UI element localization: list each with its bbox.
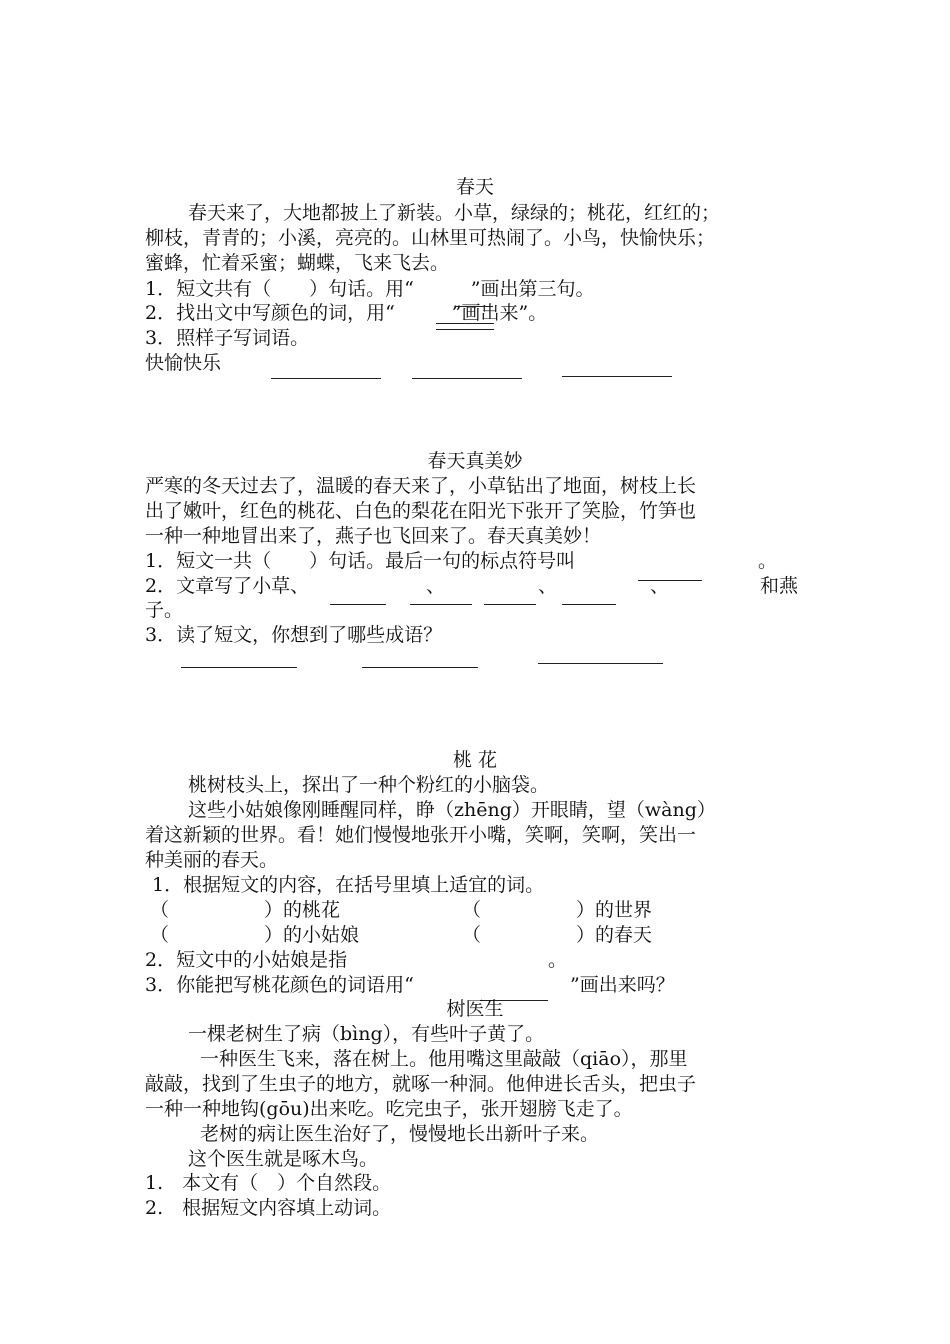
fill-in-item: （ ）的桃花 [150, 899, 341, 921]
section4-paragraph-line: 敲敲，找到了生虫子的地方，就啄一种洞。他伸进长舌头，把虫子 [145, 1073, 697, 1095]
answer-blank[interactable] [410, 604, 472, 605]
fill-in-item: （ ）的世界 [462, 899, 653, 921]
answer-blank[interactable] [330, 604, 386, 605]
section2-paragraph-line: 出了嫩叶，红色的桃花、白色的梨花在阳光下张开了笑脸，竹笋也 [145, 500, 697, 522]
section1-question-1: 1．短文共有（ ）句话。用“ ”画出第三句。 [145, 278, 595, 300]
answer-blank[interactable] [362, 667, 478, 668]
section1-paragraph-line: 春天来了，大地都披上了新装。小草，绿绿的；桃花，红红的； [188, 202, 721, 224]
section4-paragraph-line: 一种一种地钩(gōu)出来吃。吃完虫子，张开翅膀飞走了。 [145, 1098, 633, 1120]
section2-question-1: 1．短文一共（ ）句话。最后一句的标点符号叫 [145, 550, 576, 572]
answer-blank[interactable] [181, 667, 297, 668]
section2-question-2-sep: 、 [650, 575, 670, 597]
section3-question-2: 2．短文中的小姑娘是指 [145, 949, 348, 971]
section4-question-2: 2. 根据短文内容填上动词。 [145, 1197, 392, 1219]
answer-blank[interactable] [484, 604, 536, 605]
section4-paragraph-3: 老树的病让医生治好了，慢慢地长出新叶子来。 [200, 1123, 600, 1145]
section2-title: 春天真美妙 [427, 450, 523, 472]
section2-question-2-wrap: 子。 [145, 599, 184, 621]
section4-paragraph-line: 一种医生飞来，落在树上。他用嘴这里敲敲（qiāo），那里 [200, 1048, 688, 1070]
section1-title: 春天 [455, 176, 494, 198]
section2-question-2: 2．文章写了小草、 [145, 575, 310, 597]
section3-paragraph-line: 这些小姑娘像刚睡醒同样，睁（zhēng）开眼睛，望（wàng） [188, 799, 716, 821]
section4-title: 树医生 [446, 998, 504, 1020]
section2-paragraph-line: 一种一种地冒出来了，燕子也飞回来了。春天真美妙！ [145, 525, 602, 547]
section3-paragraph-line: 种美丽的春天。 [145, 849, 279, 871]
section2-question-3: 3．读了短文，你想到了哪些成语？ [145, 624, 443, 646]
section3-paragraph-1: 桃树枝头上，探出了一种个粉红的小脑袋。 [188, 774, 550, 796]
section2-question-2-sep: 、 [426, 575, 446, 597]
section2-question-1-end: 。 [758, 550, 778, 572]
section2-question-2-sep: 、 [538, 575, 558, 597]
section3-question-3-end: ”画出来吗？ [570, 974, 675, 996]
answer-blank[interactable] [562, 376, 672, 377]
answer-blank[interactable] [412, 378, 522, 379]
section3-question-1: 1．根据短文的内容，在括号里填上适宜的词。 [152, 874, 545, 896]
answer-blank[interactable] [562, 604, 616, 605]
answer-blank[interactable] [271, 378, 381, 379]
wavy-underline-sample [455, 306, 493, 307]
section4-question-1: 1. 本文有（ ）个自然段。 [145, 1172, 392, 1194]
section1-paragraph-line: 柳枝，青青的；小溪，亮亮的。山林里可热闹了。小鸟，快愉快乐； [145, 227, 716, 249]
section3-question-2-end: 。 [548, 949, 568, 971]
double-underline-sample [436, 323, 494, 324]
section1-example-word: 快愉快乐 [145, 352, 222, 374]
answer-blank[interactable] [638, 580, 702, 581]
double-underline-sample [436, 329, 494, 330]
section4-paragraph-4: 这个医生就是啄木鸟。 [188, 1148, 379, 1170]
fill-in-item: （ ）的春天 [462, 924, 653, 946]
section3-title: 桃 花 [452, 749, 498, 771]
section1-paragraph-line: 蜜蜂，忙着采蜜；蝴蝶，飞来飞去。 [145, 252, 450, 274]
section2-question-2-end: 和燕 [760, 575, 799, 597]
fill-in-item: （ ）的小姑娘 [150, 924, 360, 946]
section3-paragraph-line: 着这新颖的世界。看！她们慢慢地张开小嘴，笑啊，笑啊，笑出一 [145, 824, 697, 846]
section1-question-2: 2．找出文中写颜色的词，用“ ”画出来”。 [145, 302, 548, 324]
section1-question-3: 3．照样子写词语。 [145, 327, 310, 349]
section3-question-3: 3．你能把写桃花颜色的词语用“ [145, 974, 414, 996]
section4-paragraph-1: 一棵老树生了病（bìng），有些叶子黄了。 [188, 1023, 545, 1045]
answer-blank[interactable] [538, 663, 663, 664]
section2-paragraph-line: 严寒的冬天过去了，温暖的春天来了，小草钻出了地面，树枝上长 [145, 475, 697, 497]
